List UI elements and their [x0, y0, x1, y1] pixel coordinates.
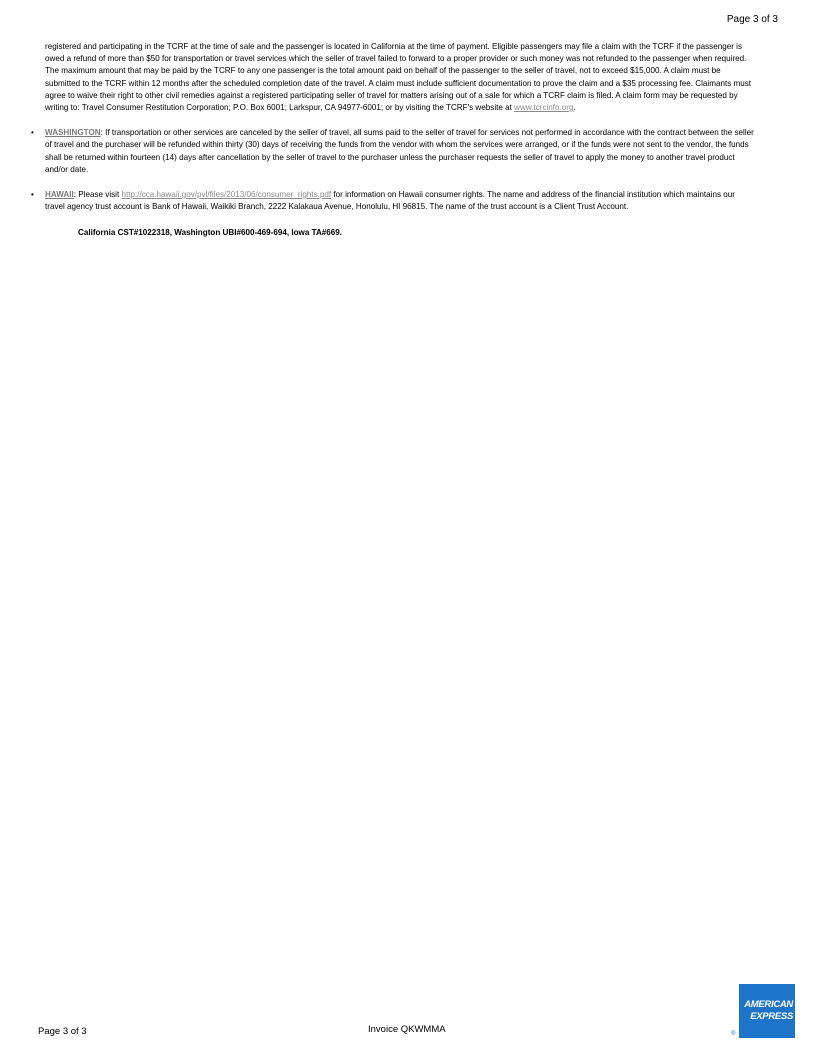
invoice-number: Invoice QKWMMA	[368, 1024, 446, 1035]
tcrf-website-link[interactable]: www.tcrcinfo.org	[514, 103, 574, 113]
california-end: .	[573, 103, 576, 113]
washington-item	[31, 127, 754, 176]
license-numbers: California CST#1022318, Washington UBI#600-469-694, Iowa TA#669.	[78, 228, 343, 238]
registered-mark-icon: ®	[731, 1031, 736, 1037]
bullet-icon: •	[31, 128, 34, 138]
hawaii-heading: HAWAII	[45, 190, 74, 200]
hawaii-text-before: : Please visit	[73, 190, 122, 200]
page-number-header: Page 3 of 3	[726, 14, 778, 25]
california-text: registered and participating in the TCRF at the time of sale and the passenger is located in California at the time of payment. Eligible passengers may file a claim with the TCRF if the passenger is owed a refund of more than $50 for transportation or travel services which the seller of travel failed to forward to a proper provider or such money was not refunded to the passenger when required. The maximum amount that may be paid by the TCRF to any one passenger is the total amount paid on behalf of the passenger to the seller of travel, not to exceed $15,000. A claim must be submitted to the TCRF within 12 months after the scheduled completion date of the travel. A claim must include sufficient documentation to prove the claim and a $35 processing fee. Claimants must agree to waive their right to other civil remedies against a registered participating seller of travel for matters arising out of a sale for which a TCRF claim is filed. A claim form may be requested by writing to: Travel Consumer Restitution Corporation; P.O. Box 6001; Larkspur, CA 94977-6001; or by visiting the TCRF's website at	[45, 42, 752, 113]
american-express-logo	[739, 984, 795, 1038]
logo-text-american: AMERICAN	[744, 999, 793, 1010]
hawaii-item	[31, 189, 754, 213]
terms-content	[0, 41, 816, 240]
page-number-footer: Page 3 of 3	[38, 1026, 87, 1037]
california-paragraph	[45, 41, 754, 114]
hawaii-text-after: for information on Hawaii consumer rights. The name and address of the financial institution which maintains our travel agency trust account is Bank of Hawaii, Waikiki Branch, 2222 Kalakaua Avenue, Honolulu, HI 96815. The name of the trust account is a Client Trust Account.	[45, 190, 735, 212]
washington-heading: WASHINGTON	[45, 128, 101, 138]
hawaii-consumer-rights-link[interactable]: http://cca.hawaii.gov/pvl/files/2013/06/consumer_rights.pdf	[121, 190, 332, 200]
bullet-icon: •	[31, 190, 34, 200]
logo-text-express: EXPRESS	[750, 1011, 793, 1022]
washington-text: : If transportation or other services are canceled by the seller of travel, all sums paid to the seller of travel for services not performed in accordance with the contract between the seller of travel and the purchaser will be refunded within thirty (30) days of receiving the funds from the vendor with whom the services were arranged, or if the funds were not sent to the vendor, the funds shall be returned within fourteen (14) days after cancellation by the seller of travel to the purchaser unless the purchaser requests the seller of travel to apply the money to another travel product and/or date.	[45, 128, 754, 174]
